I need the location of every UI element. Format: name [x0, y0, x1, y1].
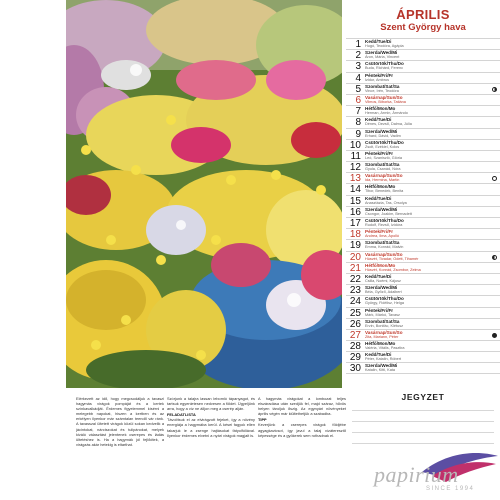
day-number: 14	[349, 184, 361, 196]
day-name: Péntek/Fri/Fr	[365, 150, 394, 156]
day-row	[346, 362, 500, 373]
day-row	[346, 128, 500, 139]
day-row	[346, 94, 500, 105]
day-name: Péntek/Fri/Fr	[365, 72, 394, 78]
brand-since: SINCE 1994	[426, 486, 475, 492]
name-days: Gyula, Csanád, Nóra	[365, 167, 401, 172]
day-name: Vasárnap/Sun/So	[365, 329, 403, 335]
day-number: 3	[355, 61, 361, 73]
day-row	[346, 318, 500, 329]
day-name: Csütörtök/Thu/Do	[365, 218, 404, 223]
name-days: Húsvét, Tivadar, Odett, Tihamér	[365, 256, 419, 261]
day-row	[346, 329, 500, 340]
day-number: 27	[349, 329, 361, 341]
day-name: Szerda/Wed/Mi	[365, 206, 398, 212]
day-row	[346, 60, 500, 71]
day-name: Vasárnap/Sun/So	[365, 173, 403, 179]
name-days: Emma, Konrád, Malvin	[365, 245, 404, 250]
day-row	[346, 262, 500, 273]
article-text: Keverjünk a cserepes virágok földjébe agyagkavicsot, így javul a talaj vízáteresztő képessége és a gyökerek sem rothadnak el.	[258, 422, 346, 438]
day-number: 16	[349, 206, 361, 218]
day-number: 4	[355, 72, 361, 84]
day-name: Szerda/Wed/Mi	[365, 50, 398, 56]
day-row	[346, 139, 500, 150]
day-name: Kedd/Tue/Di	[365, 273, 392, 279]
name-days: Leó, Szaniszló, Glória	[365, 155, 402, 160]
day-number: 19	[349, 240, 361, 252]
day-name: Hétfő/Mon/Mo	[365, 262, 396, 268]
day-name: Szerda/Wed/Mi	[365, 128, 398, 134]
notes-line	[352, 421, 494, 422]
day-name: Szerda/Wed/Mi	[365, 363, 398, 369]
name-days: Herman, Armin, Ármándo	[365, 111, 408, 116]
day-row	[346, 307, 500, 318]
article-heading: FELADATLISTA	[167, 412, 196, 418]
day-name: Szombat/Sat/Sa	[365, 240, 400, 246]
day-name: Hétfő/Mon/Mo	[365, 106, 396, 112]
month-title: ÁPRILIS	[396, 7, 450, 22]
day-row	[346, 150, 500, 161]
notes-line	[352, 443, 494, 444]
name-days: Rudolf, Rezső, Izidóra	[365, 223, 403, 227]
name-days: Ervin, Bonifác, Klétusz	[365, 323, 403, 328]
name-days: Hugó, Teodóra, Agápia	[365, 44, 404, 48]
article-text: A hagymás virágokat a lombozat teljes elszáradása után szedjük fel, majd száraz, hűvös helyen tároljuk őszig. Az egynyári növényeket április végén már kiültethetjük a szabadba.	[258, 396, 346, 417]
day-number: 10	[349, 139, 361, 151]
name-days: György, Fidélisz, Helga	[365, 301, 404, 306]
name-days: Húsvét, Konrád, Zsombor, Zelma	[365, 267, 421, 272]
day-number: 7	[355, 106, 361, 118]
day-row	[346, 161, 500, 172]
day-row	[346, 183, 500, 194]
name-days: Csilla, Noémi, Kájusz	[365, 278, 401, 283]
name-days: Katalin, Kitti, Kata	[365, 368, 395, 373]
day-number: 26	[349, 318, 361, 330]
day-number: 20	[349, 251, 361, 263]
day-name: Szombat/Sat/Sa	[365, 83, 400, 89]
name-days: Márk, Márkó, Tavasz	[365, 312, 400, 317]
day-name: Vasárnap/Sun/So	[365, 251, 403, 257]
day-row	[346, 105, 500, 116]
name-days: Erhard, Dávid, Vadim	[365, 133, 401, 138]
day-number: 23	[349, 285, 361, 297]
day-row	[346, 239, 500, 250]
name-days: Dénes, Dezső, Dalma, Júlia	[365, 122, 412, 127]
moon-phase-icon	[492, 333, 497, 338]
day-row	[346, 284, 500, 295]
name-days: Izidor, Ambrus	[365, 77, 390, 82]
article-column-2	[167, 396, 255, 496]
day-number: 28	[349, 341, 361, 353]
article-heading: TIPP	[258, 417, 267, 423]
day-row	[346, 38, 500, 49]
name-days: Péter, Katalin, Róbert	[365, 357, 402, 362]
day-row	[346, 217, 500, 228]
article-text: Elérkezett az idő, hogy megcsodáljuk a tavaszi hagymás virágok pompáját és a kertek színkavalkádját. Érdemes figyelemmel kísérni a melegebb napokat, hiszen a kertben és az erkélyen ilyenkor már számtalan teendő vár ránk. A tavasszal ültetett virágok közül sokan kedvelik a jácintokat, nárciszokat és tulipánokat, melyek kiváló választást jelentenek cserepes és ládás ültetéshez is. Ha a hagymák jól fejlődtek, a virágzás akár hetekig is eltarthat.	[76, 396, 164, 447]
day-number: 11	[350, 150, 361, 162]
day-number: 8	[355, 117, 361, 129]
name-days: Andrea, Ilma, Apolló	[365, 234, 399, 239]
day-row	[346, 295, 500, 306]
day-name: Szombat/Sat/Sa	[365, 318, 400, 324]
day-number: 25	[349, 307, 361, 319]
day-name: Péntek/Fri/Fr	[365, 229, 394, 235]
day-row	[346, 351, 500, 362]
day-number: 12	[349, 162, 361, 174]
day-number: 18	[349, 229, 361, 241]
day-row	[346, 195, 500, 206]
name-days: Tibor, Benedek, Benita	[365, 189, 404, 194]
article-text: Távolítsuk el az elvirágzott fejeket, így a növény energiája a hagymába kerül. A kései fagyok ellen takarjuk le a zsenge hajtásokat fátyolfóliával. Ilyenkor érdemes elvetni a nyári virágok magjait is.	[167, 417, 255, 438]
day-name: Péntek/Fri/Fr	[365, 307, 394, 313]
day-name: Szerda/Wed/Mi	[365, 285, 398, 291]
day-number: 9	[355, 128, 361, 140]
day-name: Kedd/Tue/Di	[365, 352, 392, 358]
day-number: 22	[349, 273, 361, 285]
day-name: Csütörtök/Thu/Do	[365, 139, 404, 145]
day-row	[346, 251, 500, 262]
day-number: 5	[355, 83, 361, 95]
day-list	[346, 38, 500, 374]
day-number: 24	[349, 296, 361, 308]
day-name: Csütörtök/Thu/Do	[365, 61, 404, 67]
article-column-3	[258, 396, 346, 496]
moon-phase-icon	[492, 255, 497, 260]
day-name: Kedd/Tue/Di	[365, 195, 392, 201]
day-name: Hétfő/Mon/Mo	[365, 341, 396, 347]
day-row	[346, 340, 500, 351]
day-number: 13	[349, 173, 361, 185]
day-number: 2	[355, 50, 361, 62]
notes-title: JEGYZET	[401, 392, 445, 402]
name-days: Anasztázia, Tas, Orsolya	[365, 200, 407, 205]
name-days: Ida, Hermina, Martin	[365, 178, 400, 183]
day-number: 6	[355, 94, 361, 106]
day-row	[346, 273, 500, 284]
day-name: Csütörtök/Thu/Do	[365, 296, 404, 302]
day-number: 29	[349, 352, 361, 364]
notes-line	[352, 432, 494, 433]
name-days: Csongor, Joakim, Bernadett	[365, 211, 412, 216]
name-days: Zita, Mariann, Péter	[365, 334, 399, 339]
brand-name: papirium	[374, 462, 459, 487]
name-days: Áron, Mária, Vincent	[365, 55, 400, 60]
day-name: Kedd/Tue/Di	[365, 39, 392, 44]
day-row	[346, 83, 500, 94]
moon-phase-icon	[492, 176, 497, 181]
notes-line	[352, 410, 494, 411]
day-number: 17	[349, 218, 361, 229]
name-days: Béla, Győző, Adalbert	[365, 290, 402, 295]
day-number: 15	[349, 195, 361, 207]
day-row	[346, 49, 500, 60]
day-row	[346, 228, 500, 239]
name-days: Zsolt, Ezékiel, Kolos	[365, 144, 400, 149]
day-number: 21	[349, 262, 361, 274]
calendar	[346, 0, 500, 388]
day-number: 30	[349, 363, 361, 375]
name-days: Vince, Irén, Teodóra	[365, 88, 399, 93]
day-row	[346, 72, 500, 83]
moon-phase-icon	[492, 87, 497, 92]
day-number: 1	[355, 39, 361, 50]
day-row	[346, 172, 500, 183]
month-subtitle: Szent György hava	[380, 22, 466, 33]
name-days: Valéria, Vitális, Pasztira	[365, 346, 405, 351]
day-name: Vasárnap/Sun/So	[365, 94, 403, 100]
day-name: Hétfő/Mon/Mo	[365, 184, 396, 190]
flower-photo	[66, 0, 342, 388]
article-column-1	[76, 396, 164, 496]
name-days: Buda, Richárd, Ferenc	[365, 66, 403, 71]
day-name: Szombat/Sat/Sa	[365, 162, 400, 168]
day-name: Kedd/Tue/Di	[365, 117, 392, 123]
name-days: Vilmos, Bíborka, Tatiána	[365, 99, 406, 104]
day-row	[346, 116, 500, 127]
article-text: Szórjunk a talajra lassan lebomló tápanyagot, és tartsuk egyenletesen nedvesen a földet. Ügyeljünk arra, hogy a víz ne álljon meg a cserép alján.	[167, 396, 255, 412]
day-row	[346, 206, 500, 217]
